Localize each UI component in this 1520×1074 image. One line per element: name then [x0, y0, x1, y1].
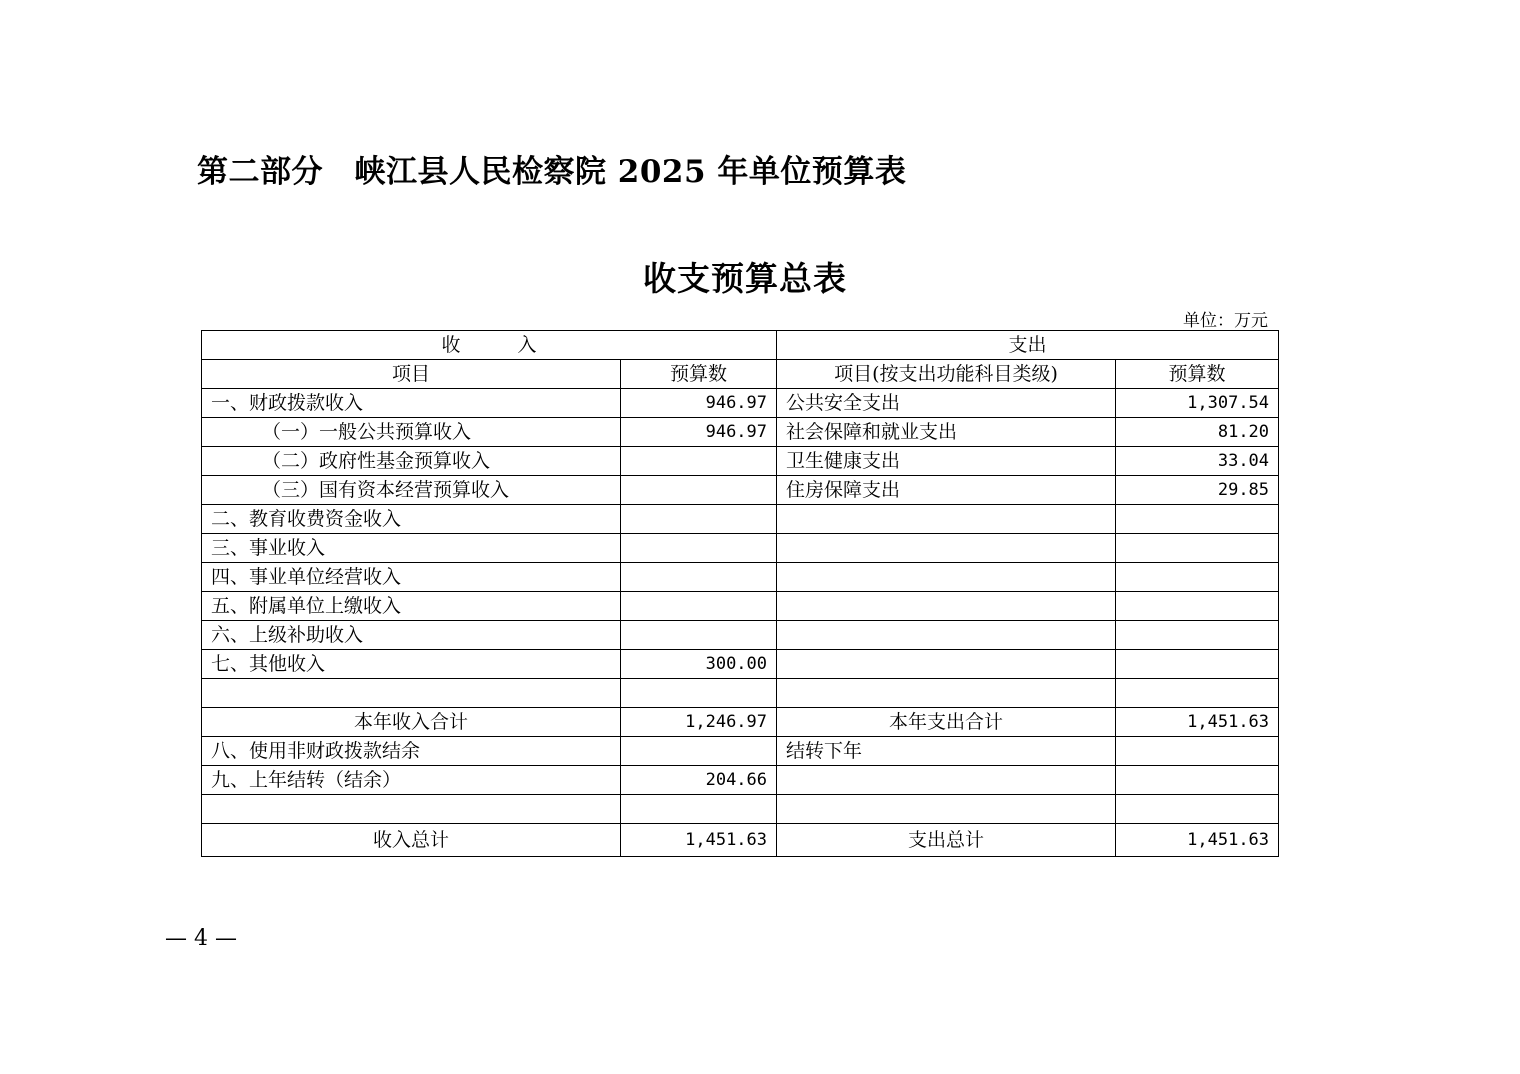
expense-item: 住房保障支出 — [777, 476, 1116, 505]
expense-amount: 81.20 — [1116, 418, 1279, 447]
table-row — [202, 650, 1279, 679]
table-row — [202, 621, 1279, 650]
table-row — [202, 679, 1279, 708]
expense-amount: 1,307.54 — [1116, 389, 1279, 418]
table-row — [202, 476, 1279, 505]
income-item: 七、其他收入 — [202, 650, 621, 679]
income-item: 九、上年结转（结余） — [202, 766, 621, 795]
expense-item — [777, 505, 1116, 534]
income-amount — [621, 505, 777, 534]
income-item: 本年收入合计 — [202, 708, 621, 737]
table-row — [202, 447, 1279, 476]
expense-item: 卫生健康支出 — [777, 447, 1116, 476]
income-amount — [621, 476, 777, 505]
expense-item: 支出总计 — [777, 824, 1116, 857]
expense-item: 公共安全支出 — [777, 389, 1116, 418]
expense-item: 本年支出合计 — [777, 708, 1116, 737]
expense-amount — [1116, 505, 1279, 534]
income-amount — [621, 795, 777, 824]
income-item: 二、教育收费资金收入 — [202, 505, 621, 534]
expense-amount: 1,451.63 — [1116, 824, 1279, 857]
expense-amount: 29.85 — [1116, 476, 1279, 505]
income-amount: 204.66 — [621, 766, 777, 795]
expense-item: 结转下年 — [777, 737, 1116, 766]
column-header-row — [202, 360, 1279, 389]
income-item: 六、上级补助收入 — [202, 621, 621, 650]
table-row — [202, 737, 1279, 766]
table-row — [202, 534, 1279, 563]
table-row — [202, 418, 1279, 447]
expense-item-header: 项目(按支出功能科目类级) — [777, 360, 1116, 389]
income-item: 收入总计 — [202, 824, 621, 857]
expense-item — [777, 766, 1116, 795]
unit-label: 单位：万元 — [1183, 311, 1268, 331]
income-amount-header: 预算数 — [621, 360, 777, 389]
income-amount — [621, 621, 777, 650]
income-item — [202, 679, 621, 708]
income-item: （三）国有资本经营预算收入 — [202, 476, 621, 505]
expense-item — [777, 621, 1116, 650]
table-row — [202, 389, 1279, 418]
income-amount: 946.97 — [621, 418, 777, 447]
income-item: 一、财政拨款收入 — [202, 389, 621, 418]
income-item: 八、使用非财政拨款结余 — [202, 737, 621, 766]
expense-amount — [1116, 592, 1279, 621]
total-row — [202, 824, 1279, 857]
table-title: 收支预算总表 — [643, 259, 847, 298]
income-amount — [621, 534, 777, 563]
expense-amount — [1116, 563, 1279, 592]
expense-amount: 33.04 — [1116, 447, 1279, 476]
expense-amount — [1116, 795, 1279, 824]
expense-amount: 1,451.63 — [1116, 708, 1279, 737]
income-item: 三、事业收入 — [202, 534, 621, 563]
page-number: — 4 — — [165, 926, 237, 951]
table-row — [202, 766, 1279, 795]
income-item: 四、事业单位经营收入 — [202, 563, 621, 592]
table-row — [202, 592, 1279, 621]
income-item: 五、附属单位上缴收入 — [202, 592, 621, 621]
income-group-header: 收 入 — [202, 331, 777, 360]
income-amount: 1,246.97 — [621, 708, 777, 737]
expense-item — [777, 795, 1116, 824]
table-row — [202, 563, 1279, 592]
income-amount: 300.00 — [621, 650, 777, 679]
part-title: 第二部分 峡江县人民检察院 2025 年单位预算表 — [197, 154, 907, 190]
income-item: （一）一般公共预算收入 — [202, 418, 621, 447]
expense-item — [777, 563, 1116, 592]
expense-amount — [1116, 679, 1279, 708]
expense-item: 社会保障和就业支出 — [777, 418, 1116, 447]
expense-amount-header: 预算数 — [1116, 360, 1279, 389]
income-amount — [621, 737, 777, 766]
income-amount: 946.97 — [621, 389, 777, 418]
budget-table — [201, 330, 1279, 857]
income-item: （二）政府性基金预算收入 — [202, 447, 621, 476]
income-amount — [621, 563, 777, 592]
expense-amount — [1116, 621, 1279, 650]
income-amount — [621, 679, 777, 708]
expense-amount — [1116, 766, 1279, 795]
income-amount: 1,451.63 — [621, 824, 777, 857]
table-row — [202, 505, 1279, 534]
expense-amount — [1116, 534, 1279, 563]
table-row — [202, 795, 1279, 824]
income-item-header: 项目 — [202, 360, 621, 389]
expense-group-header: 支出 — [777, 331, 1279, 360]
expense-item — [777, 534, 1116, 563]
group-header-row — [202, 331, 1279, 360]
income-item — [202, 795, 621, 824]
expense-item — [777, 679, 1116, 708]
subtotal-row — [202, 708, 1279, 737]
expense-item — [777, 650, 1116, 679]
expense-amount — [1116, 650, 1279, 679]
expense-item — [777, 592, 1116, 621]
expense-amount — [1116, 737, 1279, 766]
income-amount — [621, 592, 777, 621]
income-amount — [621, 447, 777, 476]
